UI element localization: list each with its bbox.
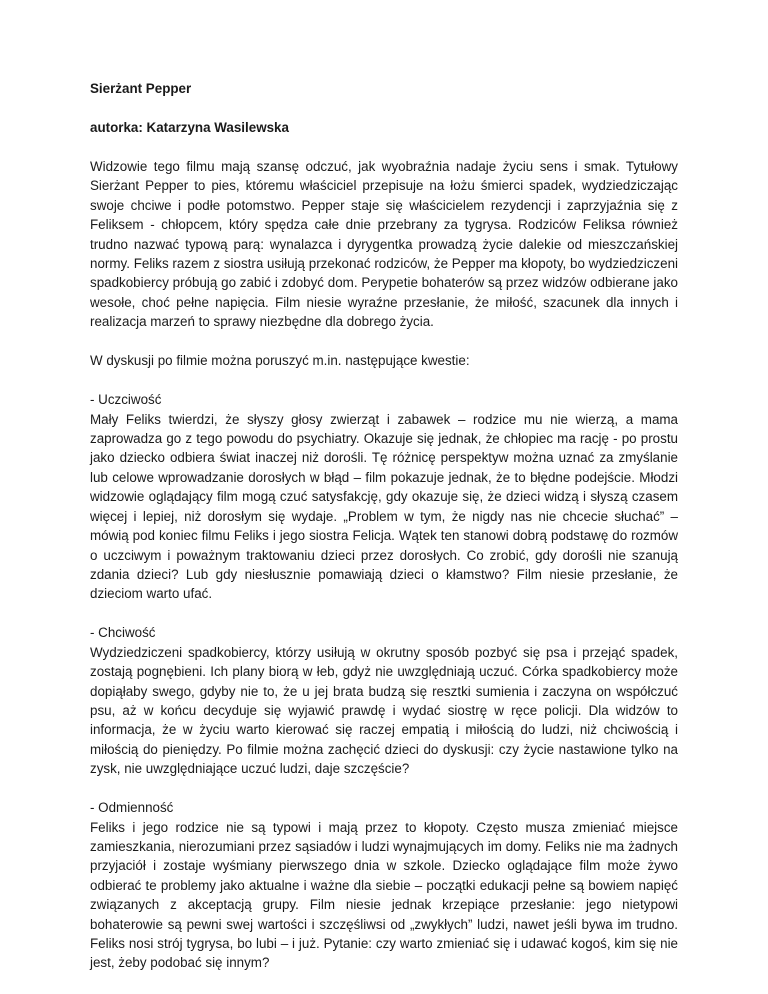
document-page: [90, 79, 678, 992]
discussion-intro: W dyskusji po filmie można poruszyć m.in. następujące kwestie:: [90, 353, 470, 369]
section-heading-honesty: - Uczciwość: [90, 392, 162, 408]
section-heading-difference: - Odmienność: [90, 800, 174, 816]
section-heading-greed: - Chciwość: [90, 625, 156, 641]
document-title: Sierżant Pepper: [90, 81, 192, 96]
section-body-greed: Wydziedziczeni spadkobiercy, którzy usiłują w okrutny sposób pozbyć się psa i przejąć spadek, zostają pognębieni. Ich plany biorą w łeb, gdyż nie uwzględniają uczuć. Córka spadkobiercy może dopiąłaby swego, gdyby nie to, że u jej brata budzą się resztki sumienia i zaczyna on współczuć psu, aż w końcu decyduje się wyjawić prawdę i wydać siostrę w ręce policji. Dla widzów to informacja, że w życiu warto kierować się raczej empatią i miłością do ludzi, niż chciwością i miłością do pieniędzy. Po filmie można zachęcić dzieci do dyskusji: czy życie nastawione tylko na zysk, nie uwzględniające uczuć ludzi, daje szczęście?: [90, 644, 678, 777]
section-difference: [90, 798, 678, 973]
document-author: autorka: Katarzyna Wasilewska: [90, 120, 289, 135]
section-body-honesty: Mały Feliks twierdzi, że słyszy głosy zwierząt i zabawek – rodzice mu nie wierzą, a mama zaprowadza go z tego powodu do psychiatry. Okazuje się jednak, że chłopiec ma rację - po prostu jako dziecko odbiera świat inaczej niż dorośli. Tę różnicę perspektyw można uznać za zmyślanie lub celowe wprowadzanie dorosłych w błąd – film pokazuje jednak, że to błędne podejście. Młodzi widzowie oglądający film mogą czuć satysfakcję, gdy okazuje się, że dzieci widzą i słyszą czasem więcej i lepiej, niż dorosłym się wydaje. „Problem w tym, że nigdy nas nie chcecie słuchać” – mówią pod koniec filmu Feliks i jego siostra Felicja. Wątek ten stanowi dobrą podstawę do rozmów o uczciwym i poważnym traktowaniu dzieci przez dorosłych. Co zrobić, gdy dorośli nie szanują zdania dzieci? Lub gdy niesłusznie pomawiają dzieci o kłamstwo? Film niesie przesłanie, że dzieciom warto ufać.: [90, 411, 678, 602]
section-body-difference: Feliks i jego rodzice nie są typowi i mają przez to kłopoty. Często musza zmieniać miejsce zamieszkania, nierozumiani przez sąsiadów i ludzi wynajmujących im domy. Feliks nie ma żadnych przyjaciół i zostaje wyśmiany pierwszego dnia w szkole. Dziecko oglądające film może żywo odbierać te problemy jako aktualne i ważne dla siebie – początki edukacji pełne są bowiem napięć związanych z akceptacją grupy. Film niesie jednak krzepiące przesłanie: jego nietypowi bohaterowie są pewni swej wartości i szczęśliwsi od „zwykłych” ludzi, nawet jeśli bywa im trudno. Feliks nosi strój tygrysa, bo lubi – i już. Pytanie: czy warto zmieniać się i udawać kogoś, kim się nie jest, żeby podobać się innym?: [90, 819, 678, 971]
section-honesty: [90, 390, 678, 603]
intro-paragraph: Widzowie tego filmu mają szansę odczuć, jak wyobraźnia nadaje życiu sens i smak. Tytułowy Sierżant Pepper to pies, któremu właściciel przepisuje na łożu śmierci spadek, wydziedziczając swoje chciwe i podłe potomstwo. Pepper staje się właścicielem rezydencji i zaprzyjaźnia się z Feliksem - chłopcem, który spędza całe dnie przebrany za tygrysa. Rodziców Feliksa również trudno nazwać typową parą: wynalazca i dyrygentka prowadzą życie dalekie od mieszczańskiej normy. Feliks razem z siostra usiłują przekonać rodziców, że Pepper ma kłopoty, bo wydziedziczeni spadkobiercy próbują go zabić i zdobyć dom. Perypetie bohaterów są przez widzów odbierane jako wesołe, choć pełne napięcia. Film niesie wyraźne przesłanie, że miłość, szacunek dla innych i realizacja marzeń to sprawy niezbędne dla dobrego życia.: [90, 159, 678, 330]
section-greed: [90, 623, 678, 778]
